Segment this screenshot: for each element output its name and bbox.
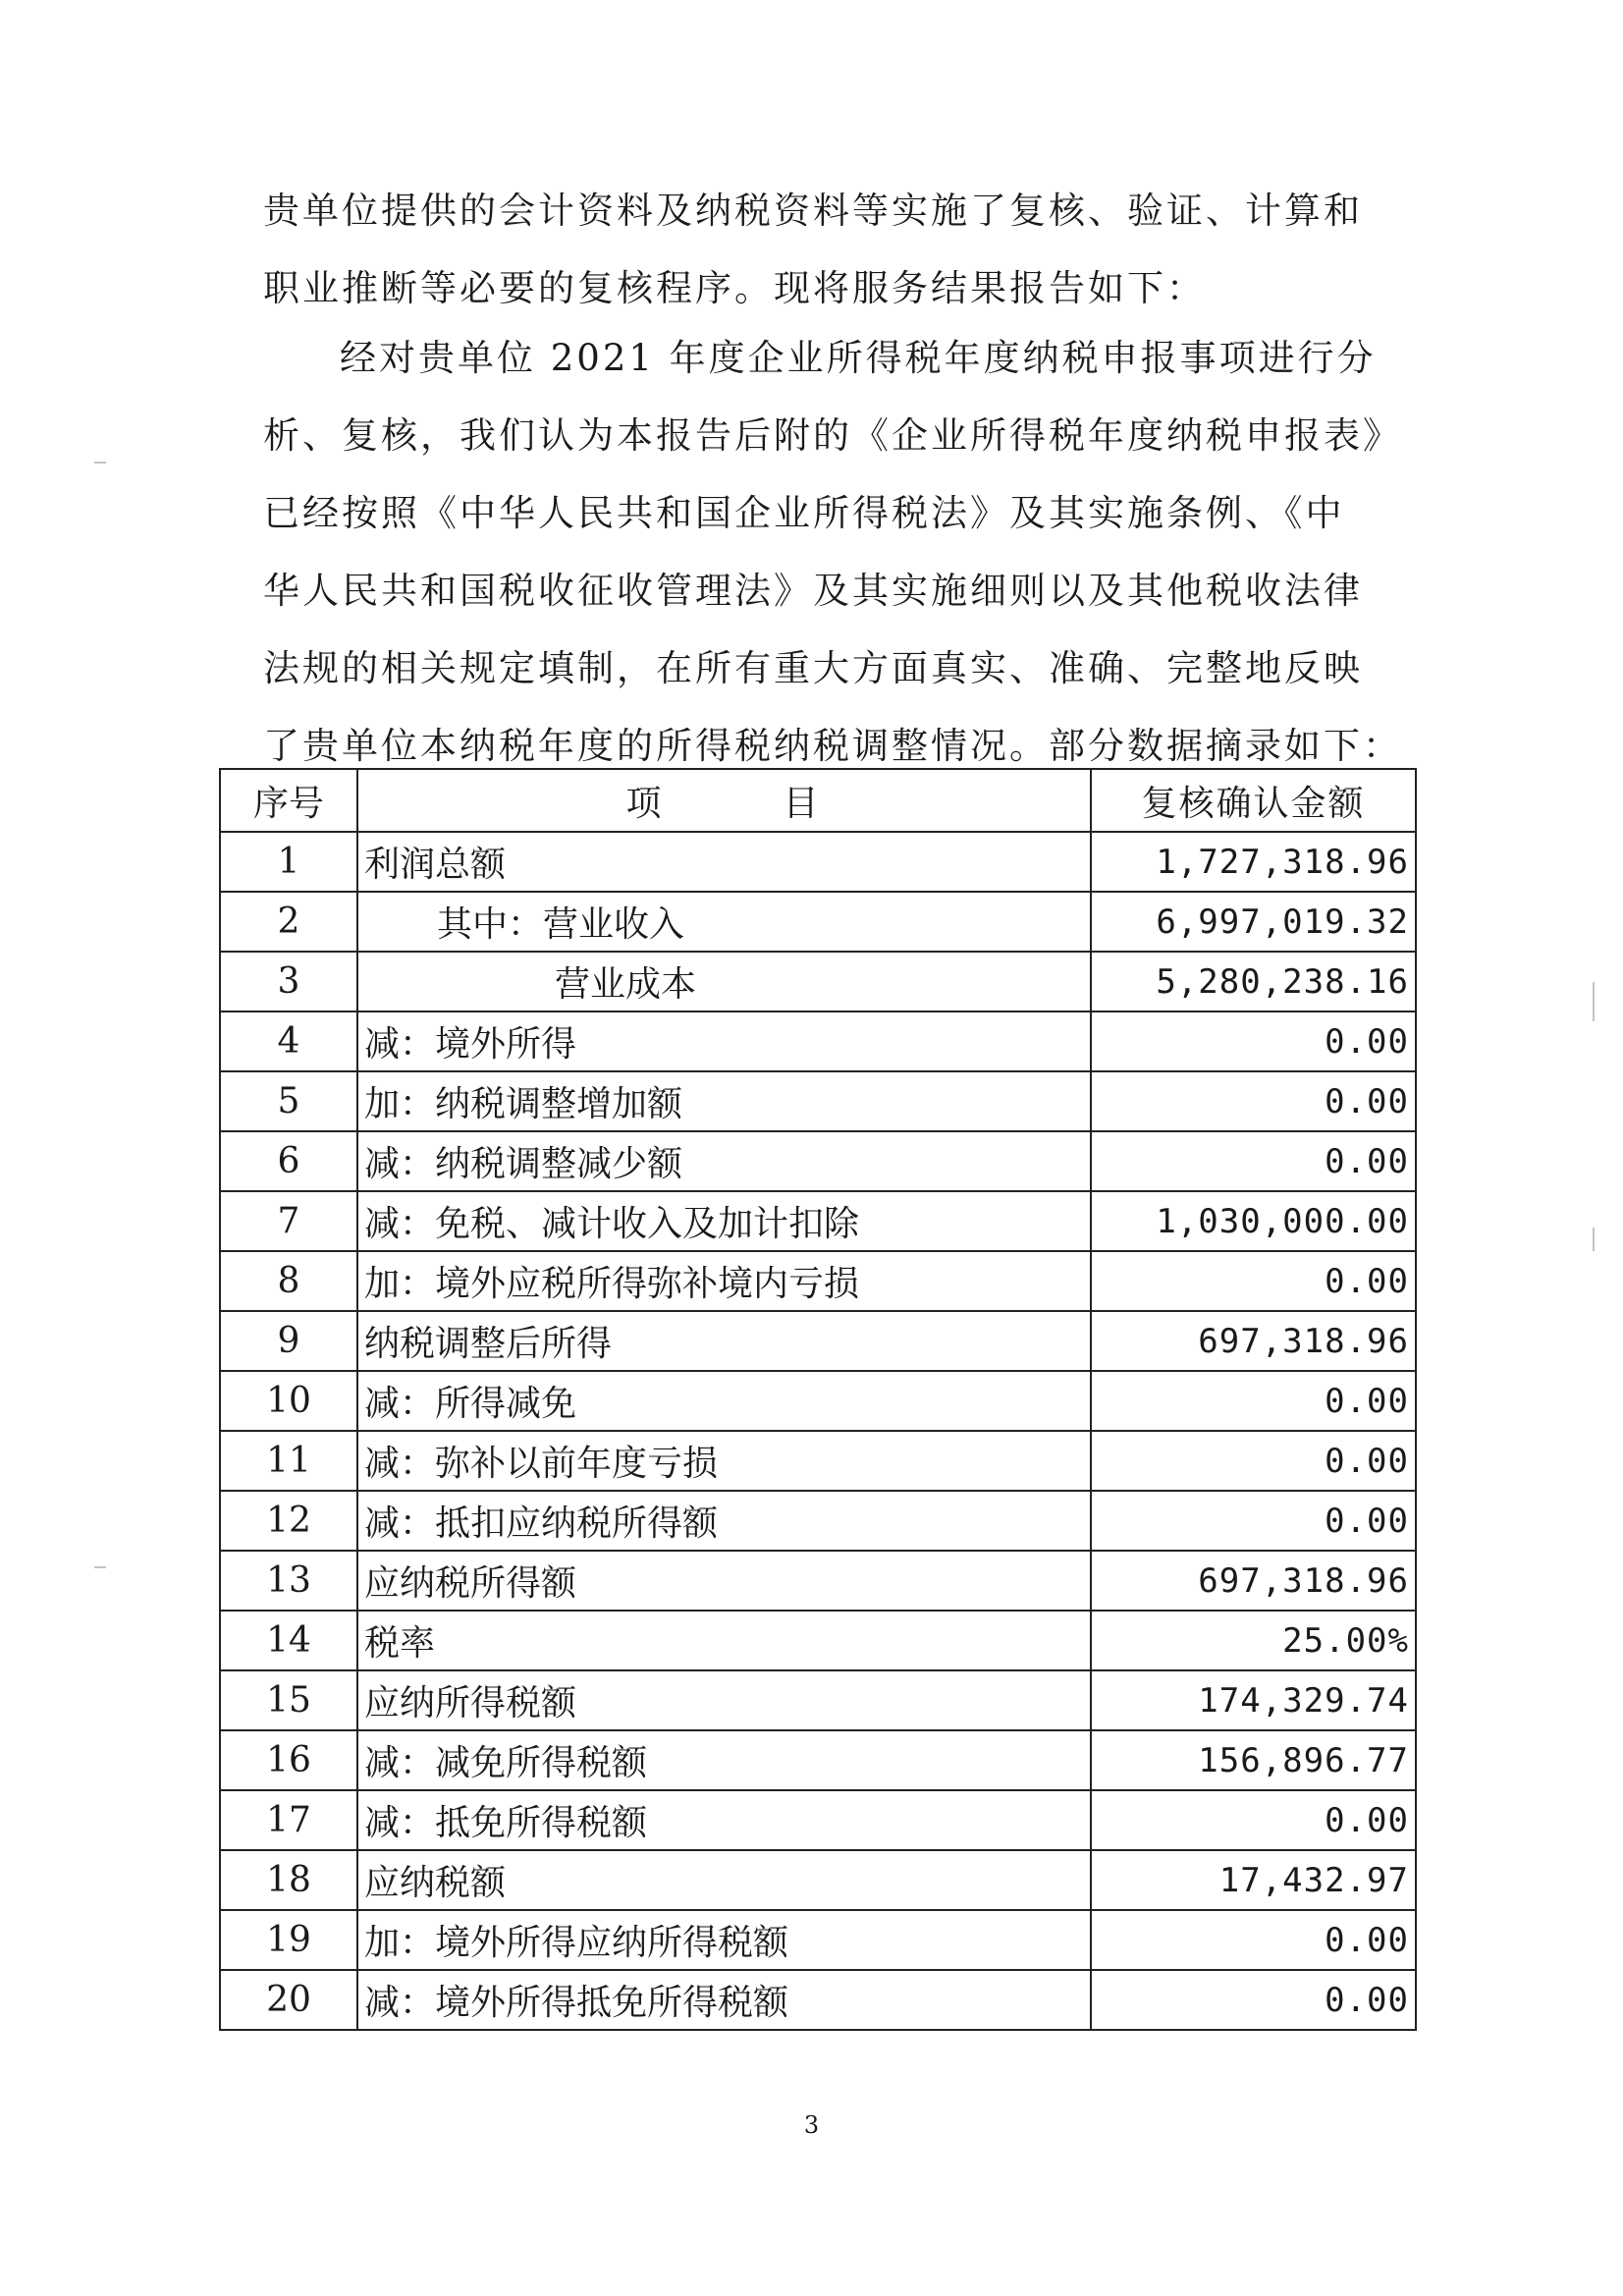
table-row <box>220 1371 1416 1431</box>
text-line: 了贵单位本纳税年度的所得税纳税调整情况。部分数据摘录如下： <box>263 725 1402 767</box>
row-amount: 0.00 <box>1091 1131 1416 1191</box>
row-item-name: 利润总额 <box>357 832 1091 892</box>
row-item-name: 纳税调整后所得 <box>357 1311 1091 1371</box>
row-item-name: 减：抵扣应纳税所得额 <box>357 1491 1091 1551</box>
table-row <box>220 1790 1416 1850</box>
row-serial-no: 6 <box>220 1131 357 1191</box>
row-serial-no: 13 <box>220 1551 357 1611</box>
row-amount: 25.00% <box>1091 1611 1416 1670</box>
row-item-name: 加：境外所得应纳所得税额 <box>357 1910 1091 1970</box>
row-serial-no: 7 <box>220 1191 357 1251</box>
row-amount: 156,896.77 <box>1091 1730 1416 1790</box>
table-row <box>220 1431 1416 1491</box>
scan-artifact-mark <box>1593 982 1595 1021</box>
header-serial-no: 序号 <box>220 769 357 832</box>
tax-data-table <box>219 768 1417 2031</box>
table-row <box>220 1311 1416 1371</box>
row-serial-no: 18 <box>220 1850 357 1910</box>
row-amount: 5,280,238.16 <box>1091 952 1416 1011</box>
row-item-name: 减：所得减免 <box>357 1371 1091 1431</box>
table-row <box>220 1071 1416 1131</box>
text-line: 职业推断等必要的复核程序。现将服务结果报告如下： <box>263 267 1206 309</box>
row-amount: 1,030,000.00 <box>1091 1191 1416 1251</box>
table-row <box>220 832 1416 892</box>
row-amount: 697,318.96 <box>1091 1551 1416 1611</box>
row-amount: 0.00 <box>1091 1910 1416 1970</box>
row-serial-no: 16 <box>220 1730 357 1790</box>
table-row <box>220 1011 1416 1071</box>
scan-artifact-mark <box>94 462 106 464</box>
row-item-name: 应纳税额 <box>357 1850 1091 1910</box>
row-amount: 0.00 <box>1091 1011 1416 1071</box>
row-amount: 6,997,019.32 <box>1091 892 1416 952</box>
text-line: 贵单位提供的会计资料及纳税资料等实施了复核、验证、计算和 <box>263 190 1363 232</box>
row-item-name: 减：弥补以前年度亏损 <box>357 1431 1091 1491</box>
table-row <box>220 1251 1416 1311</box>
row-serial-no: 19 <box>220 1910 357 1970</box>
row-item-name: 减：纳税调整减少额 <box>357 1131 1091 1191</box>
row-item-name: 其中：营业收入 <box>357 892 1091 952</box>
row-item-name: 减：免税、减计收入及加计扣除 <box>357 1191 1091 1251</box>
table-row <box>220 1551 1416 1611</box>
row-amount: 0.00 <box>1091 1970 1416 2030</box>
table-row <box>220 1970 1416 2030</box>
row-item-name: 减：抵免所得税额 <box>357 1790 1091 1850</box>
row-serial-no: 12 <box>220 1491 357 1551</box>
row-item-name: 应纳所得税额 <box>357 1670 1091 1730</box>
row-serial-no: 1 <box>220 832 357 892</box>
row-serial-no: 10 <box>220 1371 357 1431</box>
row-amount: 174,329.74 <box>1091 1670 1416 1730</box>
row-serial-no: 14 <box>220 1611 357 1670</box>
table-row <box>220 1730 1416 1790</box>
table-header-row <box>220 769 1416 832</box>
table-body <box>220 832 1416 2030</box>
row-amount: 17,432.97 <box>1091 1850 1416 1910</box>
page-number: 3 <box>803 2111 820 2139</box>
header-item: 项 目 <box>357 769 1091 832</box>
row-serial-no: 11 <box>220 1431 357 1491</box>
row-serial-no: 3 <box>220 952 357 1011</box>
text-line: 已经按照《中华人民共和国企业所得税法》及其实施条例、《中 <box>263 492 1345 534</box>
table-row <box>220 1131 1416 1191</box>
row-amount: 0.00 <box>1091 1371 1416 1431</box>
table-row <box>220 1491 1416 1551</box>
table-row <box>220 952 1416 1011</box>
text-line: 经对贵单位 2021 年度企业所得税年度纳税申报事项进行分 <box>340 337 1377 379</box>
row-amount: 0.00 <box>1091 1251 1416 1311</box>
scan-artifact-mark <box>94 1566 106 1568</box>
header-confirmed-amount: 复核确认金额 <box>1091 769 1416 832</box>
row-item-name: 应纳税所得额 <box>357 1551 1091 1611</box>
table-row <box>220 1191 1416 1251</box>
row-amount: 697,318.96 <box>1091 1311 1416 1371</box>
row-amount: 0.00 <box>1091 1790 1416 1850</box>
row-item-name: 加：纳税调整增加额 <box>357 1071 1091 1131</box>
row-item-name: 减：境外所得 <box>357 1011 1091 1071</box>
row-serial-no: 15 <box>220 1670 357 1730</box>
table-row <box>220 892 1416 952</box>
row-serial-no: 8 <box>220 1251 357 1311</box>
row-item-name: 加：境外应税所得弥补境内亏损 <box>357 1251 1091 1311</box>
row-serial-no: 17 <box>220 1790 357 1850</box>
row-serial-no: 5 <box>220 1071 357 1131</box>
scan-artifact-mark <box>1593 1228 1595 1251</box>
row-serial-no: 4 <box>220 1011 357 1071</box>
row-serial-no: 9 <box>220 1311 357 1371</box>
row-amount: 0.00 <box>1091 1491 1416 1551</box>
row-amount: 1,727,318.96 <box>1091 832 1416 892</box>
review-opinion-paragraph <box>263 319 1402 785</box>
intro-paragraph-continued <box>263 172 1382 327</box>
row-item-name: 减：减免所得税额 <box>357 1730 1091 1790</box>
table-row <box>220 1910 1416 1970</box>
text-line: 析、复核，我们认为本报告后附的《企业所得税年度纳税申报表》 <box>263 414 1402 457</box>
table-row <box>220 1611 1416 1670</box>
text-line: 华人民共和国税收征收管理法》及其实施细则以及其他税收法律 <box>263 570 1363 612</box>
row-amount: 0.00 <box>1091 1071 1416 1131</box>
row-amount: 0.00 <box>1091 1431 1416 1491</box>
text-line: 法规的相关规定填制，在所有重大方面真实、准确、完整地反映 <box>263 647 1363 689</box>
row-serial-no: 20 <box>220 1970 357 2030</box>
row-item-name: 减：境外所得抵免所得税额 <box>357 1970 1091 2030</box>
table-row <box>220 1850 1416 1910</box>
row-serial-no: 2 <box>220 892 357 952</box>
table-row <box>220 1670 1416 1730</box>
row-item-name: 税率 <box>357 1611 1091 1670</box>
row-item-name: 营业成本 <box>357 952 1091 1011</box>
